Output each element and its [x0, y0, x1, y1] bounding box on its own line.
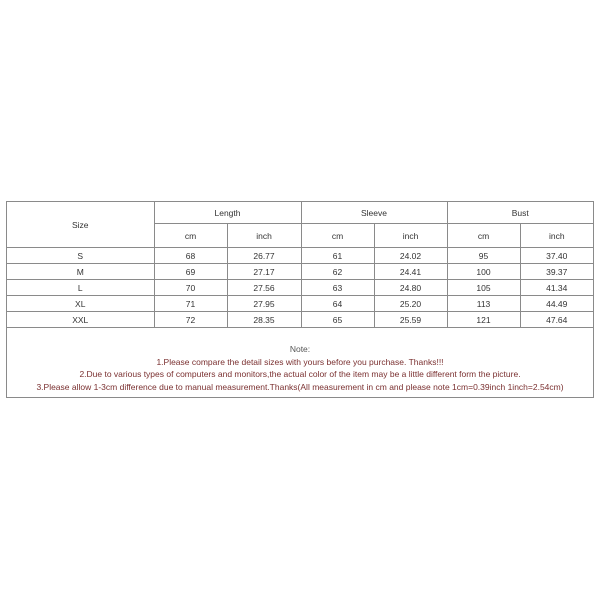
unit-header: inch [520, 224, 593, 248]
unit-header: inch [227, 224, 301, 248]
table-row [7, 296, 593, 312]
bust-cm-cell: 105 [447, 280, 520, 296]
table-row [7, 312, 593, 328]
bust-cm-cell: 95 [447, 248, 520, 264]
sleeve-cm-cell: 62 [301, 264, 374, 280]
size-cell: S [7, 248, 154, 264]
length-cm-cell: 72 [154, 312, 227, 328]
length-inch-cell: 27.17 [227, 264, 301, 280]
length-inch-cell: 27.95 [227, 296, 301, 312]
table-header-groups [7, 202, 593, 224]
bust-inch-cell: 47.64 [520, 312, 593, 328]
size-column-header: Size [7, 202, 154, 248]
bust-cm-cell: 121 [447, 312, 520, 328]
size-cell: XXL [7, 312, 154, 328]
unit-header: inch [374, 224, 447, 248]
sleeve-inch-cell: 24.41 [374, 264, 447, 280]
size-cell: L [7, 280, 154, 296]
unit-header: cm [301, 224, 374, 248]
table-row [7, 248, 593, 264]
length-inch-cell: 28.35 [227, 312, 301, 328]
sleeve-cm-cell: 64 [301, 296, 374, 312]
bust-inch-cell: 44.49 [520, 296, 593, 312]
bust-cm-cell: 100 [447, 264, 520, 280]
sleeve-inch-cell: 24.02 [374, 248, 447, 264]
sleeve-inch-cell: 25.20 [374, 296, 447, 312]
bust-inch-cell: 37.40 [520, 248, 593, 264]
sleeve-header: Sleeve [301, 202, 447, 224]
note-line-2: 2.Due to various types of computers and monitors,the actual color of the item may be a little different form the picture. [79, 369, 521, 380]
note-title: Note: [289, 344, 311, 354]
length-inch-cell: 26.77 [227, 248, 301, 264]
length-cm-cell: 69 [154, 264, 227, 280]
size-cell: XL [7, 296, 154, 312]
sleeve-cm-cell: 63 [301, 280, 374, 296]
sleeve-inch-cell: 25.59 [374, 312, 447, 328]
size-chart [6, 201, 594, 398]
length-inch-cell: 27.56 [227, 280, 301, 296]
unit-header: cm [447, 224, 520, 248]
note-line-1: 1.Please compare the detail sizes with yours before you purchase. Thanks!!! [156, 356, 444, 367]
length-header: Length [154, 202, 301, 224]
sleeve-inch-cell: 24.80 [374, 280, 447, 296]
table-row [7, 264, 593, 280]
note-line-3: 3.Please allow 1-3cm difference due to manual measurement.Thanks(All measurement in cm and please note 1cm=0.39inch 1inch=2.54cm) [36, 381, 564, 392]
table-row [7, 280, 593, 296]
unit-header: cm [154, 224, 227, 248]
bust-header: Bust [447, 202, 593, 224]
bust-cm-cell: 113 [447, 296, 520, 312]
length-cm-cell: 71 [154, 296, 227, 312]
sleeve-cm-cell: 61 [301, 248, 374, 264]
bust-inch-cell: 39.37 [520, 264, 593, 280]
notes-section [7, 343, 593, 393]
size-table [7, 202, 593, 328]
sleeve-cm-cell: 65 [301, 312, 374, 328]
length-cm-cell: 70 [154, 280, 227, 296]
size-cell: M [7, 264, 154, 280]
length-cm-cell: 68 [154, 248, 227, 264]
bust-inch-cell: 41.34 [520, 280, 593, 296]
